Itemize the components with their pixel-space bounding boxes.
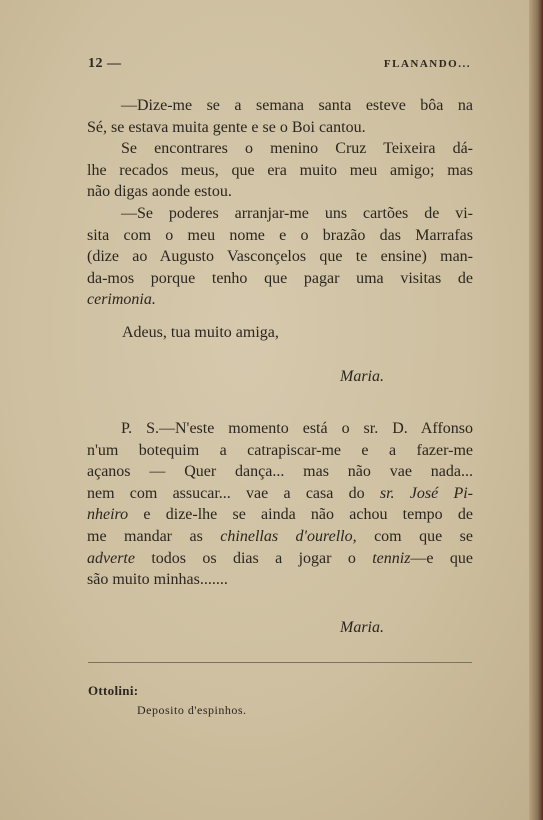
postscript [87,418,473,591]
text-run: me mandar as [87,527,221,545]
text-line: P. S.—N'este momento está o sr. D. Affonso [121,420,473,437]
text-line: açanos — Quer dança... mas não vae nada... [87,463,473,481]
text-run: —e que [410,549,473,567]
text-run: e dize-lhe se ainda não achou tempo de [128,506,473,524]
page-header [88,56,471,76]
paragraph-1 [87,95,473,138]
paragraph-2 [87,138,473,203]
italic-run: chinellas d'ourello, [220,527,357,545]
text-line: lhe recados meus, que era muito meu amigo; mas [87,161,473,179]
italic-word: cerimonia. [87,291,156,309]
italic-run: sr. José Pi- [379,484,474,502]
text-run: nem com assucar... vae a casa do [87,484,380,502]
text-line: Se encontrares o menino Cruz Teixeira dá- [121,140,473,157]
text-line: n'um botequim a catrapiscar-me e a fazer-me [87,441,473,459]
italic-run: tenniz [372,549,411,567]
book-spine-edge [529,0,543,820]
text-line: não digas aonde estou. [87,183,232,201]
paragraph-3 [87,203,473,311]
text-line: —Se poderes arranjar-me uns cartões de vi- [121,205,473,222]
text-line: são muito minhas....... [87,571,228,589]
text-line: da-mos porque tenho que pagar uma visitas de [87,269,473,287]
farewell-line: Adeus, tua muito amiga, [122,324,279,341]
text-line: Sé, se estava muita gente e se o Boi cantou. [87,118,366,136]
text-line: (dize ao Augusto Vasconçelos que te ensine) man- [87,248,473,266]
running-title: FLANANDO... [383,58,471,70]
text-line: sita com o meu nome e o brazão das Marrafas [87,226,473,244]
text-line-italic [87,289,473,311]
divider-rule [88,662,472,663]
italic-run: nheiro [87,506,129,524]
text-run: com que se [356,527,474,545]
text-line [87,548,473,570]
footer-name: Ottolini: [88,683,139,698]
signature: Maria. [340,619,384,636]
text-line [87,483,473,505]
text-line [87,504,473,526]
footer-subtitle: Deposito d'espinhos. [137,703,247,717]
page-number: 12 — [88,56,122,71]
text-run: todos os dias a jogar o [134,549,373,567]
text-line [87,526,473,548]
text-line: —Dize-me se a semana santa esteve bôa na [121,97,473,114]
signature: Maria. [340,368,384,385]
italic-run: adverte [87,549,135,567]
